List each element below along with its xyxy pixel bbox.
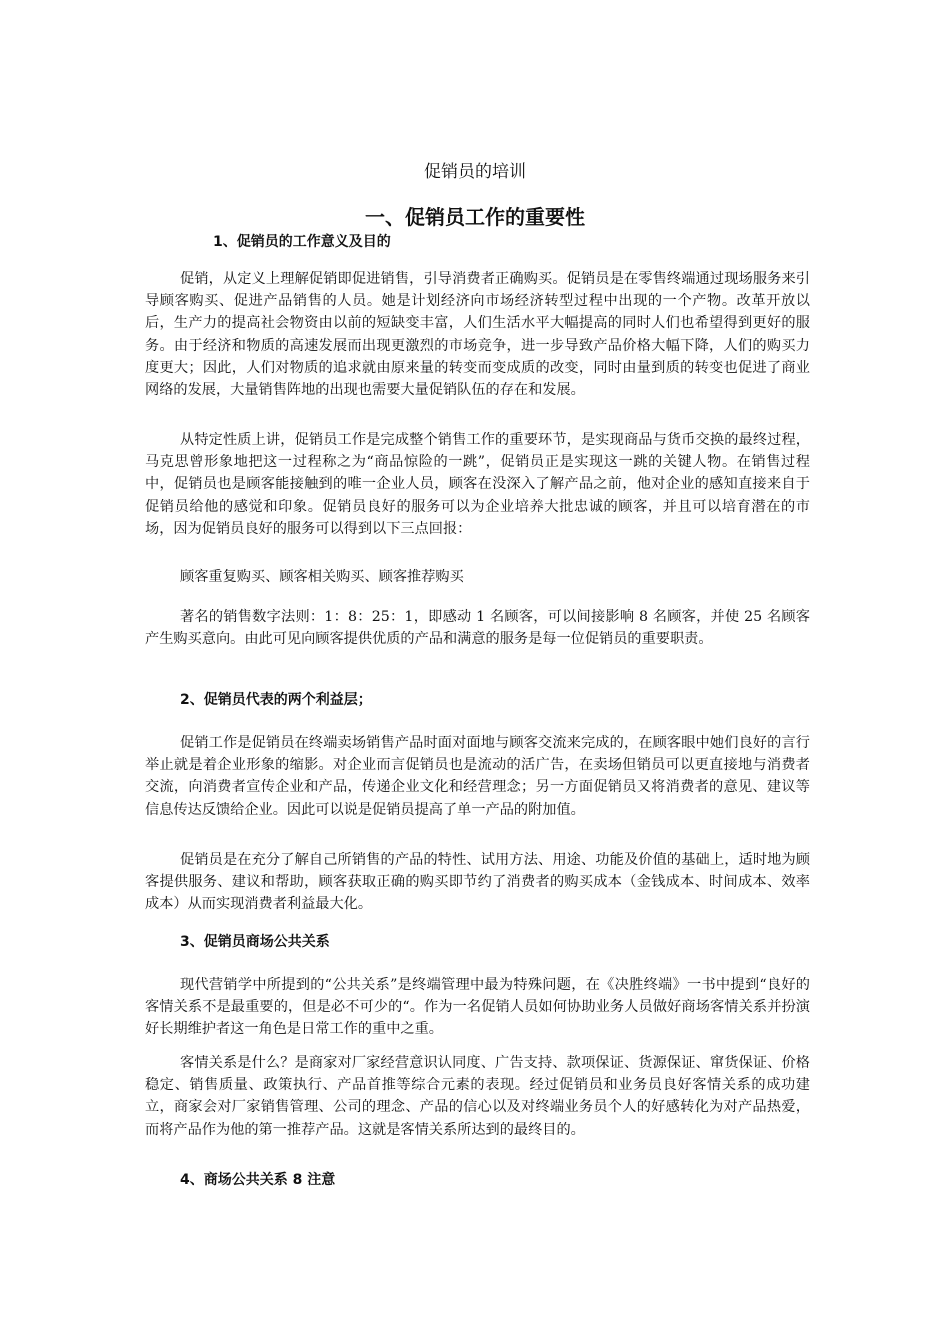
paragraph: 从特定性质上讲，促销员工作是完成整个销售工作的重要环节，是实现商品与货币交换的最终过程，马克思曾形象地把这一过程称之为“商品惊险的一跳”，促销员正是实现这一跳的关键人物。在销售过程中，促销员也是顾客能接触到的唯一企业人员，顾客在没深入了解产品之前，他对企业的感知直接来自于促销员给他的感觉和印象。促销员良好的服务可以为企业培养大批忠诚的顾客，并且可以培育潜在的市场，因为促销员良好的服务可以得到以下三点回报：	[145, 432, 810, 537]
subsection-3-heading: 3、促销员商场公共关系	[180, 934, 330, 950]
subsection-2-heading: 2、促销员代表的两个利益层；	[180, 692, 372, 708]
subsection-4-heading: 4、商场公共关系 8 注意	[180, 1172, 336, 1188]
subsection-1-heading: 1、促销员的工作意义及目的	[213, 234, 391, 250]
paragraph: 著名的销售数字法则：1：8：25：1，即感动 1 名顾客，可以间接影响 8 名顾客，并使 25 名顾客产生购买意向。由此可见向顾客提供优质的产品和满意的服务是每一位促销员的重要职责。	[145, 609, 810, 648]
paragraph: 促销，从定义上理解促销即促进销售，引导消费者正确购买。促销员是在零售终端通过现场服务来引导顾客购买、促进产品销售的人员。她是计划经济向市场经济转型过程中出现的一个产物。改革开放以后，生产力的提高社会物资由以前的短缺变丰富，人们生活水平大幅提高的同时人们也希望得到更好的服务。由于经济和物质的高速发展而出现更激烈的市场竞争，进一步导致产品价格大幅下降，人们的购买力度更大；因此，人们对物质的追求就由原来量的转变而变成质的改变，同时由量到质的转变也促进了商业网络的发展，大量销售阵地的出现也需要大量促销队伍的存在和发展。	[145, 271, 810, 399]
paragraph: 促销员是在充分了解自己所销售的产品的特性、试用方法、用途、功能及价值的基础上，适时地为顾客提供服务、建议和帮助，顾客获取正确的购买即节约了消费者的购买成本（金钱成本、时间成本、效率成本）从而实现消费者利益最大化。	[145, 852, 810, 913]
paragraph: 现代营销学中所提到的“公共关系”是终端管理中最为特殊问题，在《决胜终端》一书中提到“良好的客情关系不是最重要的，但是必不可少的“。作为一名促销人员如何协助业务人员做好商场客情关系并扮演好长期维护者这一角色是日常工作的重中之重。	[145, 977, 810, 1038]
paragraph: 客情关系是什么？是商家对厂家经营意识认同度、广告支持、款项保证、货源保证、窜货保证、价格稳定、销售质量、政策执行、产品首推等综合元素的表现。经过促销员和业务员良好客情关系的成功建立，商家会对厂家销售管理、公司的理念、产品的信心以及对终端业务员个人的好感转化为对产品热爱，而将产品作为他的第一推荐产品。这就是客情关系所达到的最终目的。	[145, 1055, 810, 1138]
paragraph: 促销工作是促销员在终端卖场销售产品时面对面地与顾客交流来完成的，在顾客眼中她们良好的言行举止就是着企业形象的缩影。对企业而言促销员也是流动的活广告，在卖场但销员可以更直接地与消费者交流，向消费者宣传企业和产品，传递企业文化和经营理念；另一方面促销员又将消费者的意见、建议等信息传达反馈给企业。因此可以说是促销员提高了单一产品的附加值。	[145, 735, 810, 818]
section-heading: 一、促销员工作的重要性	[365, 205, 585, 229]
document-title: 促销员的培训	[424, 162, 526, 182]
paragraph: 顾客重复购买、顾客相关购买、顾客推荐购买	[180, 569, 464, 585]
